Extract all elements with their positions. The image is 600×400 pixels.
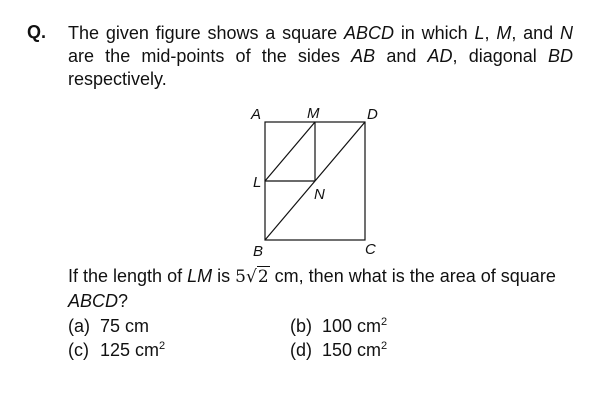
ask-text — [68, 264, 573, 313]
answer-options — [68, 314, 573, 362]
question-line-1 — [68, 22, 573, 45]
option-c[interactable] — [68, 338, 165, 362]
label-m: M — [307, 105, 320, 122]
option-a-value: 75 cm — [100, 316, 150, 336]
option-d[interactable] — [290, 338, 387, 362]
ask-segment-lm: LM — [187, 266, 213, 286]
segment-lm — [265, 122, 315, 181]
option-d-key: (d) — [290, 340, 312, 360]
question-text — [68, 22, 573, 91]
q1-point-n: N — [559, 23, 573, 43]
ask-square-name: ABCD — [68, 291, 119, 311]
option-c-key: (c) — [68, 340, 89, 360]
q1-square-name: ABCD — [343, 23, 394, 43]
ask-question-mark: ? — [118, 291, 129, 311]
option-b-key: (b) — [290, 316, 312, 336]
ask-text-d: cm, then what is the area of square — [274, 266, 556, 286]
option-a-key: (a) — [68, 316, 90, 336]
label-n: N — [314, 186, 325, 203]
question-line-3: respectively. — [68, 69, 167, 89]
q2-diag-bd: BD — [547, 46, 573, 66]
ask-line-1 — [68, 264, 573, 289]
option-d-sup: 2 — [381, 340, 388, 352]
options-row-1 — [68, 314, 573, 338]
q1-and: , and — [511, 23, 554, 43]
q2-text-a: are the mid-points of the sides — [68, 46, 340, 66]
q2-and: and — [386, 46, 417, 66]
sqrt-icon: √ — [245, 267, 257, 287]
option-a[interactable] — [68, 314, 149, 338]
ask-text-a: If the length of — [68, 266, 183, 286]
options-row-2 — [68, 338, 573, 362]
question-label: Q. — [27, 22, 47, 42]
ask-coef: 5 — [235, 267, 246, 287]
ask-length-value — [235, 266, 270, 287]
label-l: L — [253, 174, 262, 191]
ask-radicand: 2 — [257, 267, 269, 287]
question-line-2 — [68, 45, 573, 68]
option-b-value: 100 cm — [322, 316, 382, 336]
option-b[interactable] — [290, 314, 387, 338]
q1-text-c: in which — [400, 23, 468, 43]
label-b: B — [253, 243, 264, 260]
option-b-sup: 2 — [381, 316, 388, 328]
q1-text-a: The given figure shows a square — [68, 23, 338, 43]
option-c-sup: 2 — [159, 340, 166, 352]
q2-side-ad: AD — [427, 46, 453, 66]
square-figure — [245, 100, 385, 262]
ask-is: is — [217, 266, 231, 286]
option-c-value: 125 cm — [100, 340, 160, 360]
q1-comma: , — [484, 23, 490, 43]
option-d-value: 150 cm — [322, 340, 382, 360]
q2-diagonal: , diagonal — [452, 46, 537, 66]
q1-point-l: L — [474, 23, 485, 43]
q1-point-m: M — [496, 23, 512, 43]
label-a: A — [251, 106, 262, 123]
ask-line-2 — [68, 289, 573, 313]
q2-side-ab: AB — [351, 46, 376, 66]
label-d: D — [367, 106, 378, 123]
label-c: C — [365, 241, 376, 258]
